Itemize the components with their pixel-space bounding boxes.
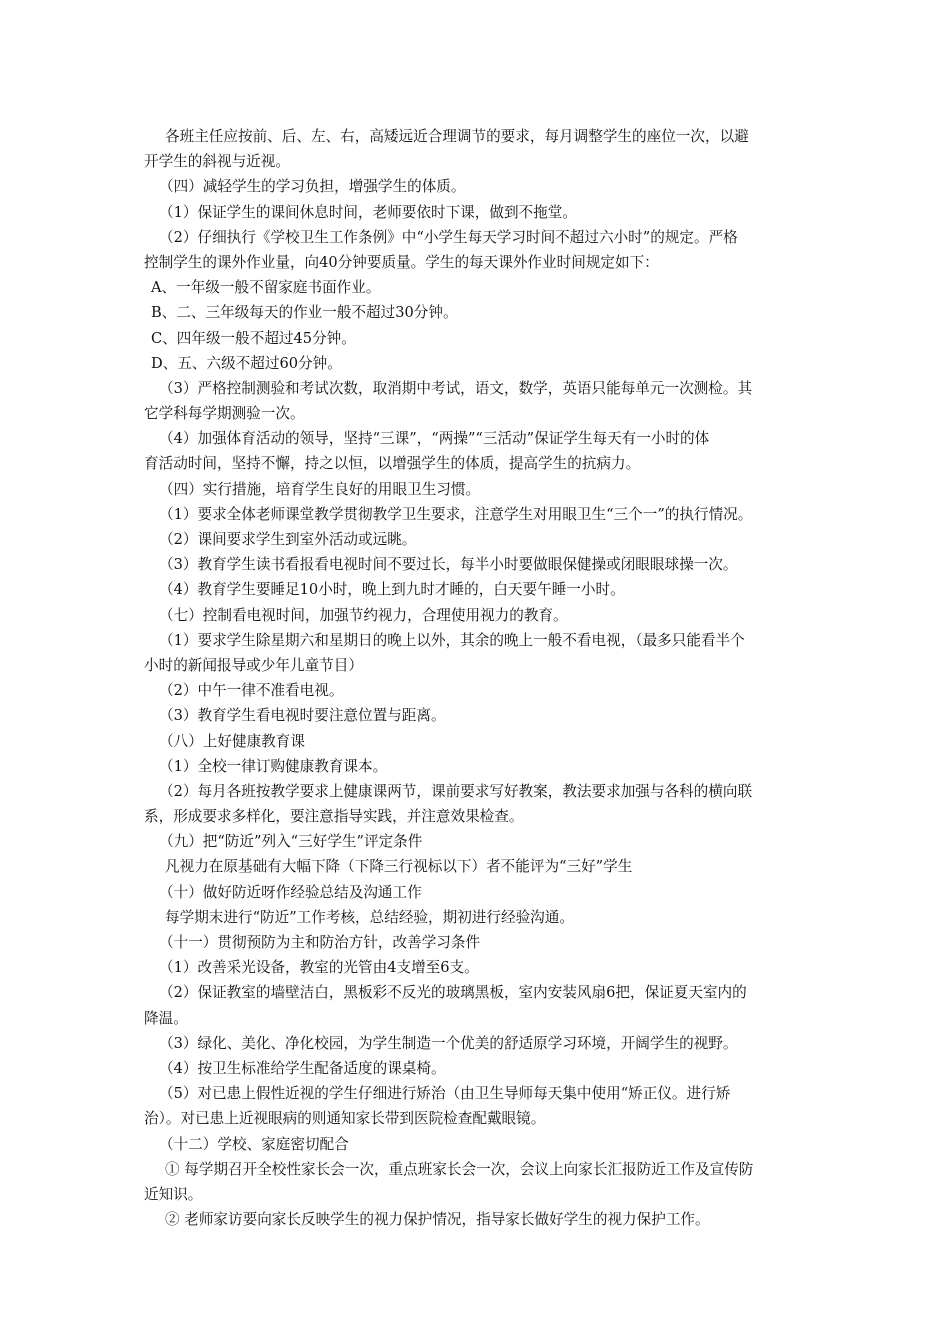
paragraph-line: （2）仔细执行《学校卫生工作条例》中“小学生每天学习时间不超过六小时”的规定。严格	[159, 228, 738, 246]
paragraph-line: 它学科每学期测验一次。	[144, 405, 305, 423]
section-heading: （四）减轻学生的学习负担，增强学生的体质。	[159, 178, 466, 196]
paragraph-line: （3）严格控制测验和考试次数，取消期中考试，语文，数学，英语只能每单元一次测检。其	[159, 379, 753, 397]
paragraph-line: （1）保证学生的课间休息时间，老师要依时下课，做到不拖堂。	[159, 203, 577, 221]
list-item: D、五、六级不超过60分钟。	[151, 354, 342, 372]
section-heading: （十二）学校、家庭密切配合	[159, 1135, 349, 1153]
list-item: B、二、三年级每天的作业一般不超过30分钟。	[151, 304, 458, 322]
paragraph-line: （5）对已患上假性近视的学生仔细进行矫治（由卫生导师每天集中使用“矫正仪。进行矫	[159, 1085, 731, 1103]
paragraph-line: （1）要求学生除星期六和星期日的晚上以外，其余的晚上一般不看电视，（最多只能看半个	[159, 631, 745, 649]
paragraph-line: 开学生的斜视与近视。	[144, 153, 290, 171]
paragraph-line: 控制学生的课外作业量，向40分钟要质量。学生的每天课外作业时间规定如下：	[144, 253, 659, 271]
paragraph-line: （2）中午一律不准看电视。	[159, 682, 344, 700]
section-heading: （十）做好防近呀作经验总结及沟通工作	[159, 883, 422, 901]
paragraph-line: （2）课间要求学生到室外活动或远眺。	[159, 531, 417, 548]
paragraph-line: 治）。对已患上近视眼病的则通知家长带到医院检查配戴眼镜。	[144, 1110, 546, 1128]
paragraph-line: 系，形成要求多样化，要注意指导实践，并注意效果检查。	[144, 808, 524, 826]
paragraph-line: 近知识。	[144, 1185, 203, 1203]
paragraph-line: （1）要求全体老师课堂教学贯彻教学卫生要求，注意学生对用眼卫生“三个一”的执行情况。	[159, 505, 753, 523]
section-heading: （八）上好健康教育课	[159, 732, 305, 750]
paragraph-line: 降温。	[144, 1009, 188, 1027]
paragraph-line: （1）全校一律订购健康教育课本。	[159, 757, 388, 775]
section-heading: （九）把“防近”列入“三好学生”评定条件	[159, 833, 423, 851]
section-heading: （七）控制看电视时间，加强节约视力，合理使用视力的教育。	[159, 606, 568, 624]
list-item: ② 老师家访要向家长反映学生的视力保护情况，指导家长做好学生的视力保护工作。	[165, 1211, 710, 1229]
document-body	[144, 124, 824, 1232]
paragraph-line: （3）教育学生读书看报看电视时间不要过长，每半小时要做眼保健操或闭眼眼球操一次。	[159, 556, 738, 574]
paragraph-line: 小时的新闻报导或少年儿童节目）	[144, 656, 363, 674]
list-item: C、四年级一般不超过45分钟。	[151, 329, 356, 347]
paragraph-line: 各班主任应按前、后、左、右，高矮远近合理调节的要求，每月调整学生的座位一次，以避	[165, 128, 749, 145]
paragraph-line: 每学期末进行“防近”工作考核，总结经验，期初进行经验沟通。	[165, 908, 574, 926]
paragraph-line: （3）绿化、美化、净化校园，为学生制造一个优美的舒适原学习环境，开阔学生的视野。	[159, 1034, 738, 1052]
list-item: A、一年级一般不留家庭书面作业。	[151, 279, 381, 297]
paragraph-line: （1）改善采光设备，教室的光管由4支增至6支。	[159, 959, 479, 977]
list-item: ① 每学期召开全校性家长会一次，重点班家长会一次，会议上向家长汇报防近工作及宣传防	[165, 1160, 754, 1178]
section-heading: （十一）贯彻预防为主和防治方针，改善学习条件	[159, 934, 481, 951]
paragraph-line: 育活动时间，坚持不懈，持之以恒，以增强学生的体质，提高学生的抗病力。	[144, 455, 641, 473]
paragraph-line: （4）加强体育活动的领导，坚持“三课”，“两操”“三活动”保证学生每天有一小时的体	[159, 430, 710, 448]
section-heading: （四）实行措施，培育学生良好的用眼卫生习惯。	[159, 480, 481, 498]
paragraph-line: （2）每月各班按教学要求上健康课两节，课前要求写好教案，教法要求加强与各科的横向联	[159, 782, 753, 800]
paragraph-line: （2）保证教室的墙壁洁白，黑板彩不反光的玻璃黑板，室内安装风扇6把，保证夏天室内的	[159, 984, 747, 1002]
paragraph-line: （4）按卫生标准给学生配备适度的课桌椅。	[159, 1059, 446, 1077]
paragraph-line: （4）教育学生要睡足10小时，晚上到九时才睡的，白天要午睡一小时。	[159, 581, 625, 599]
paragraph-line: 凡视力在原基础有大幅下降（下降三行视标以下）者不能评为“三好”学生	[165, 858, 633, 876]
paragraph-line: （3）教育学生看电视时要注意位置与距离。	[159, 707, 446, 725]
